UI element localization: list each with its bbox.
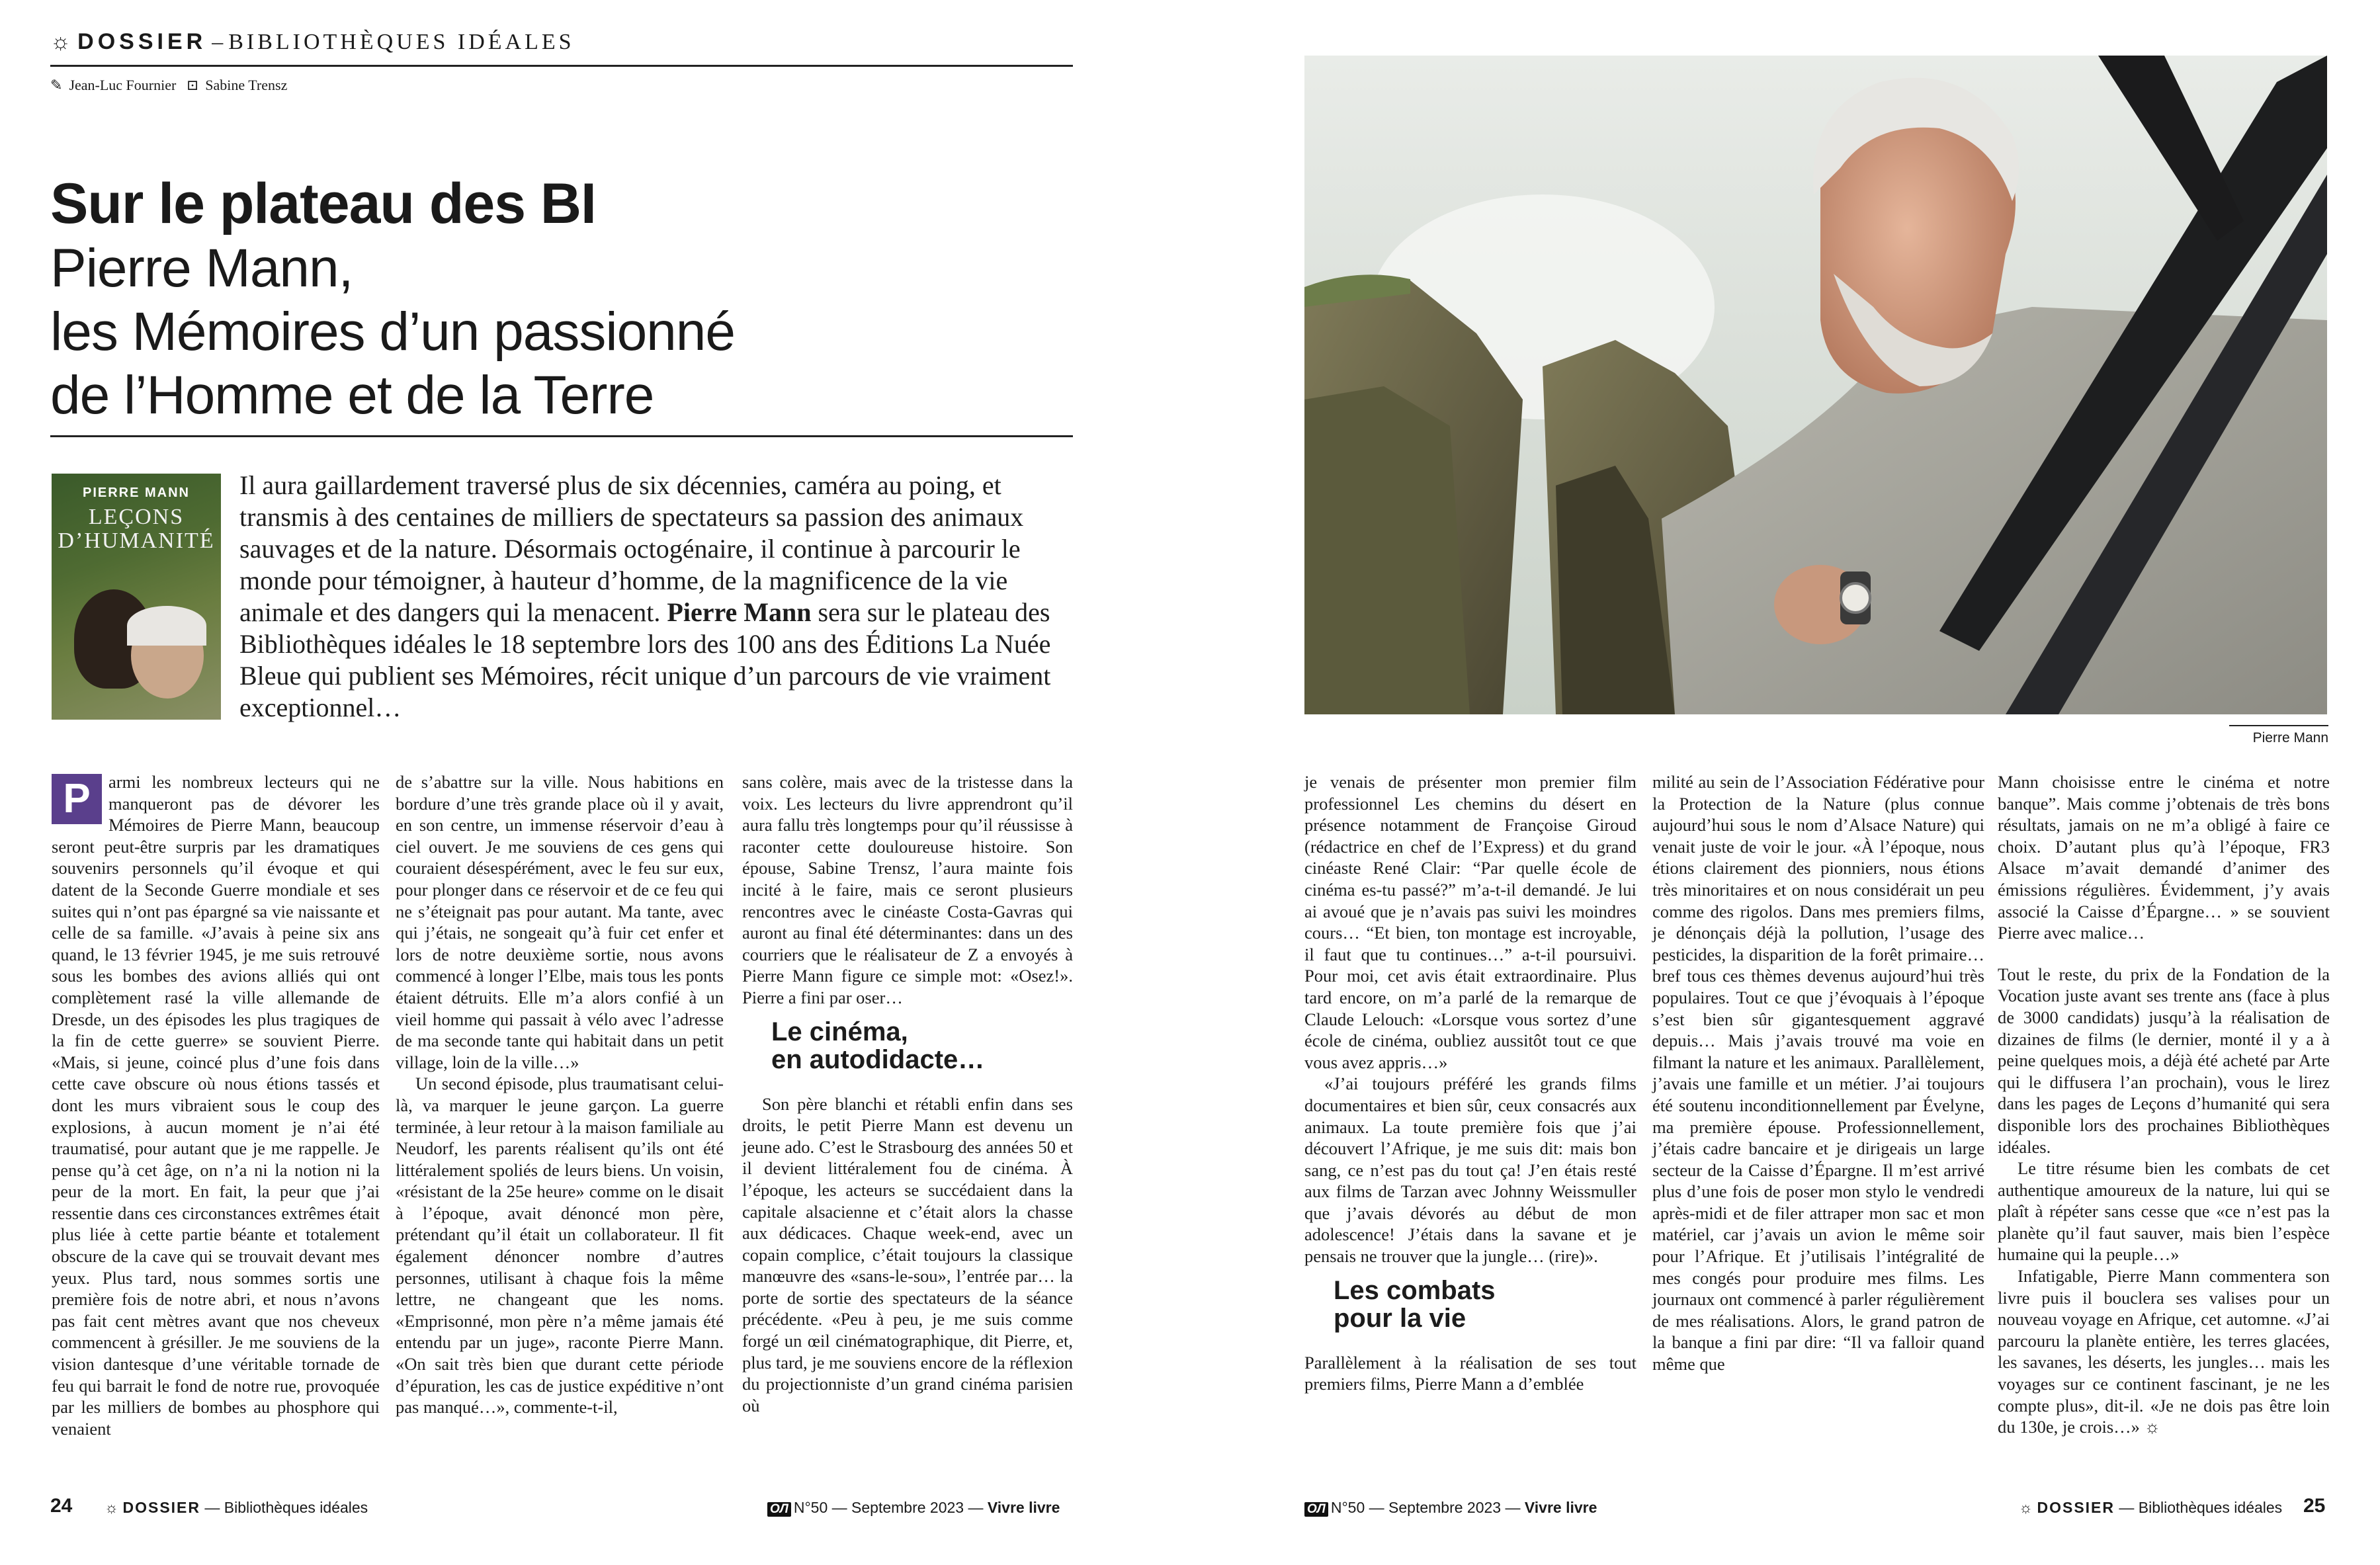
page-number: 25 bbox=[2303, 1495, 2326, 1517]
magazine-logo: OЛ bbox=[767, 1502, 791, 1517]
magazine-name: Vivre livre bbox=[987, 1499, 1060, 1516]
section-subhead bbox=[1334, 1277, 1636, 1332]
book-cover-author: PIERRE MANN bbox=[82, 486, 190, 500]
text-column-1 bbox=[52, 771, 380, 1439]
paragraph: milité au sein de l’Association Fédérative pour la Protection de la Nature (plus connue aujourd’hui sous le nom d’Alsace Nature) qui venait juste de voir le jour. «À l’époque, nous étions clairement des pionniers, nous étions très minoritaires et on nous considérait un peu comme des rigolos. Dans mes premiers films, je dénonçais déjà la pollution, l’usage des pesticides, la disparition de la forêt primaire… bref tous ces thèmes devenus aujourd’hui très populaires. Tout ce que j’évoquais à l’époque s’est bien sûr gigantesquement aggravé depuis… Mais j’avais trouvé ma voie en filmant la nature et les animaux. Parallèlement, j’avais une famille et un métier. J’ai toujours été soutenu inconditionnellement par Évelyne, ma première épouse. Professionnellement, j’étais cadre bancaire et je dirigeais un large secteur de la Caisse d’Épargne. Il m’est arrivé plus d’une fois de poser mon stylo le vendredi après-midi et de filer attraper mon sac et mon matériel, car j’avais un avion le même soir pour l’Afrique. Et j’utilisais l’intégralité de mes congés pour produire mes films. Les journaux ont commencé à parler régulièrement de mes réalisations. Alors, le grand patron de la banque a fini par dire: “Il va falloir quand même que bbox=[1652, 772, 1984, 1375]
camera-icon: ⊡ bbox=[186, 77, 199, 93]
subtitle-line: de l’Homme et de la Terre bbox=[50, 365, 654, 425]
lead-name: Pierre Mann bbox=[667, 597, 812, 627]
text-column-5 bbox=[1652, 771, 1984, 1375]
book-title-line: LEÇONS bbox=[88, 505, 185, 529]
paragraph: Mann choisisse entre le cinéma et notre banque”. Mais comme j’obtenais de très bons résultats, jamais on ne m’a obligé à faire ce choix. D’autant plus qu’à l’époque, FR3 Alsace m’avait demandé d’animer des émissions régulières. Évidemment, j’y avais associé la Caisse d’Épargne… » se souvient Pierre avec malice… bbox=[1998, 772, 2330, 943]
rubric-series: BIBLIOTHÈQUES IDÉALES bbox=[228, 30, 575, 54]
paragraph: de s’abattre sur la ville. Nous habitions en bordure d’une très grande place où il y avait, en son centre, un immense réservoir d’eau à ciel ouvert. Je me souviens de ces gens qui couraient désespérément, avec le feu sur eux, pour plonger dans ce réservoir et de ce feu qui ne s’éteignait pas pour autant. Ma tante, avec qui j’étais, ne songeait qu’à fuir cet enfer et lors de notre deuxième sortie, nous avons commencé à longer l’Elbe, mais tous les ponts étaient détruits. Elle m’a alors confié à un vieil homme qui passait à vélo avec l’adresse de ma seconde tante qui habitait dans un petit village, loin de la ville…» bbox=[396, 772, 724, 1072]
text-column-6 bbox=[1998, 771, 2330, 1438]
paragraph: Parallèlement à la réalisation de ses tout premiers films, Pierre Mann a d’emblée bbox=[1304, 1352, 1636, 1394]
page-number: 24 bbox=[50, 1495, 73, 1517]
book-cover-title bbox=[52, 505, 221, 553]
article-lead bbox=[239, 470, 1080, 724]
footer-series: — Bibliothèques idéales bbox=[204, 1499, 368, 1516]
lead-text-continued: sera sur le plateau des Bibliothèques idéales le 18 septembre lors des 100 ans des Éditions La Nuée Bleue qui publient ses Mémoires, récit unique d’un parcours de vie vraiment exceptionnel… bbox=[239, 597, 1051, 722]
photographer-name: Sabine Trensz bbox=[205, 77, 288, 93]
footer-section bbox=[105, 1499, 368, 1517]
paragraph: Son père blanchi et rétabli enfin dans ses droits, le petit Pierre Mann est devenu un jeune ado. C’est le Strasbourg des années 50 et il devient littéralement fou de cinéma. À l’époque, les acteurs se succédaient dans la capitale alsacienne et c’était alors la chasse aux dédicaces. Chaque week-end, avec un copain complice, c’était toujours la classique manœuvre des «sans-le-sou», l’entrée par… la porte de sortie des spectateurs de la séance précédente. «Peu à peu, je me suis comme forgé un œil cinématographique, dit Pierre, et, plus tard, je me souviens encore de la réflexion du projectionniste d’un grand cinéma parisien où bbox=[742, 1093, 1073, 1416]
portrait-photo bbox=[1304, 56, 2327, 714]
article-title-block bbox=[50, 171, 1073, 437]
writer-name: Jean-Luc Fournier bbox=[69, 77, 177, 93]
footer-dossier: DOSSIER bbox=[2037, 1499, 2115, 1516]
text-column-2 bbox=[396, 771, 724, 1418]
portrait-photo-illustration bbox=[1304, 56, 2327, 714]
article-title: Sur le plateau des BI bbox=[50, 172, 596, 235]
paragraph: «J’ai toujours préféré les grands films documentaires et bien sûr, ceux consacrés aux animaux. La toute première fois que j’ai découvert l’Afrique, je me suis dit: mais bon sang, ce n’est pas du tout ça! J’en étais resté aux films de Tarzan avec Johnny Weissmuller que j’avais dévorés au début de mon adolescence! J’étais dans la savane et je pensais ne trouver que la jungle… (rire)». bbox=[1304, 1074, 1636, 1267]
article-credits bbox=[50, 77, 294, 94]
rubric-separator: – bbox=[212, 30, 224, 54]
subhead-line: Le cinéma, bbox=[771, 1017, 908, 1046]
subhead-line: pour la vie bbox=[1334, 1303, 1466, 1333]
text-column-3 bbox=[742, 771, 1073, 1416]
paragraph: Tout le reste, du prix de la Fondation de la Vocation juste avant ses trente ans (face à plus de 3000 candidats) jusqu’à la réalisation de dizaines de films (le dernier, monté il y a à peine quelques mois, a déjà été acheté par Arte qui le diffusera l’an prochain), vous le lirez dans les pages de Leçons d’humanité qui sera disponible lors des prochaines Bibliothèques idéales. bbox=[1998, 964, 2330, 1157]
footer-issue bbox=[767, 1499, 1060, 1517]
caption-rule bbox=[2229, 725, 2328, 726]
paragraph: Le titre résume bien les combats de cet authentique amoureux de la nature, lui qui se plaît à répéter sans cesse que «ce n’est pas la planète qu’il faut sauver, mais bien l’espèce humaine qui la peuple…» bbox=[1998, 1158, 2330, 1265]
gear-icon: ☼ bbox=[2144, 1417, 2160, 1437]
magazine-logo: OЛ bbox=[1304, 1502, 1328, 1517]
paragraph bbox=[1998, 1265, 2330, 1438]
footer-dossier: DOSSIER bbox=[122, 1499, 201, 1516]
issue-info: N°50 — Septembre 2023 — bbox=[1330, 1499, 1521, 1516]
subtitle-line: les Mémoires d’un passionné bbox=[50, 302, 735, 362]
paragraph: sans colère, mais avec de la tristesse dans la voix. Les lecteurs du livre apprendront qu’il aura fallu très longtemps pour qu’il réussisse à raconter cette douloureuse histoire. Son épouse, Sabine Trensz, l’aura mainte fois incité à le faire, mais ce seront plusieurs rencontres avec le cinéaste Costa-Gavras qui auront au final été déterminantes: dans un des courriers que le réalisateur de Z a envoyés à Pierre Mann figure ce simple mot: «Osez!». Pierre a fini par oser… bbox=[742, 772, 1073, 1007]
paragraph-text: Infatigable, Pierre Mann commentera son livre puis il bouclera ses valises pour un nouveau voyage en Afrique, cet automne. «J’ai parcouru la planète entière, les terres glacées, les savanes, les déserts, les jungles… mais les voyages sur ce continent fascinant, je ne les compte plus», dit-il. «Je ne dois pas être loin du 130e, je crois…» bbox=[1998, 1266, 2330, 1437]
gear-icon: ☼ bbox=[2019, 1499, 2033, 1516]
gear-icon: ☼ bbox=[105, 1499, 119, 1516]
drop-cap: P bbox=[52, 774, 102, 824]
photo-caption: Pierre Mann bbox=[2252, 730, 2328, 745]
book-cover-image bbox=[52, 474, 221, 720]
paragraph: Un second épisode, plus traumatisant celui-là, va marquer le jeune garçon. La guerre terminée, à leur retour à la maison familiale au Neudorf, les parents réalisent qu’ils ont été littéralement spoliés de leurs biens. Un voisin, «résistant de la 25e heure» comme on le disait à l’époque, avait dénoncé mon père, prétendant qu’il était un collaborateur. Il fit également dénoncer nombre d’autres personnes, utilisant à chaque fois la même lettre, ne changeant que les noms. «Emprisonné, mon père n’a même jamais été entendu par un juge», raconte Pierre Mann. «On sait très bien que durant cette période d’épuration, les cas de justice expéditive n’ont pas manqué…», commente-t-il, bbox=[396, 1074, 724, 1417]
footer-issue bbox=[1304, 1499, 1597, 1517]
paragraph: je venais de présenter mon premier film professionnel Les chemins du désert en présence notamment de Françoise Giroud (rédactrice en chef de l’Express) et du grand cinéaste René Clair: “Par quelle école de cinéma es-tu passé?” m’a-t-il demandé. Je lui ai avoué que je n’avais pas suivi les moindres cours… “Et bien, ton montage est incroyable, il faut que tu continues…” a-t-il poursuivi. Pour moi, cet avis était extraordinaire. Plus tard encore, on m’a parlé de la remarque de Claude Lelouch: «Lorsque vous sortez d’une école de cinéma, oubliez aussitôt tout ce que vous avez appris…» bbox=[1304, 772, 1636, 1072]
footer-section bbox=[2019, 1499, 2282, 1517]
section-subhead bbox=[771, 1018, 1073, 1074]
author-hair-figure bbox=[127, 606, 206, 646]
book-title-line: D’HUMANITÉ bbox=[58, 529, 215, 553]
issue-info: N°50 — Septembre 2023 — bbox=[793, 1499, 984, 1516]
magazine-name: Vivre livre bbox=[1524, 1499, 1597, 1516]
paragraph: armi les nombreux lecteurs qui ne manqueront pas de dévorer les Mémoires de Pierre Mann, beaucoup seront peut-être surpris par les dramatiques souvenirs personnels qu’il évoque et qui datent de la Seconde Guerre mondiale et ses suites qui n’ont pas épargné sa vie naissante et celle de sa famille. «J’avais à peine six ans quand, le 13 février 1945, je me suis retrouvé sous les bombes des avions alliés qui ont complètement rasé la ville allemande de Dresde, un des épisodes les plus tragiques de la fin de cette guerre» se souvient Pierre. «Mais, si jeune, coincé plus d’une fois dans cette cave obscure où nous étions tassés et dont les murs vibraient sous le coup des explosions, à aucun moment je n’ai été traumatisé, pour autant que je me rappelle. Je pense qu’à cet âge, on n’a ni la notion ni la peur de la mort. En fait, la peur que j’ai ressentie dans ces circonstances extrêmes était plus liée à cette partie béante et totalement obscure de la cave qui se trouvait devant mes yeux. Plus tard, nous sommes sortis une première fois de notre abri, et nous n’avons pas fait cent mètres avant que nos cheveux commencent à grésiller. Je me souviens de la vision dantesque d’une véritable tornade de feu qui barrait le fond de notre rue, provoquée par les milliers de bombes au phosphore qui venaient bbox=[52, 772, 380, 1439]
lead-text: Il aura gaillardement traversé plus de six décennies, caméra au poing, et transmis à des centaines de milliers de spectateurs sa passion des animaux sauvages et de la nature. Désormais octogénaire, il continue à parcourir le monde pour témoigner, à hauteur d’homme, de la magnificence de la vie animale et des dangers qui la menacent. bbox=[239, 470, 1024, 627]
subhead-line: en autodidacte… bbox=[771, 1044, 985, 1074]
subhead-line: Les combats bbox=[1334, 1275, 1496, 1305]
rubric-dossier: DOSSIER bbox=[77, 29, 207, 54]
article-subtitle bbox=[50, 237, 1073, 427]
text-column-4 bbox=[1304, 771, 1636, 1395]
section-rubric bbox=[50, 29, 1073, 67]
gear-icon: ☼ bbox=[50, 30, 71, 54]
pencil-icon: ✎ bbox=[50, 77, 63, 93]
footer-series: — Bibliothèques idéales bbox=[2119, 1499, 2283, 1516]
subtitle-line: Pierre Mann, bbox=[50, 238, 353, 298]
